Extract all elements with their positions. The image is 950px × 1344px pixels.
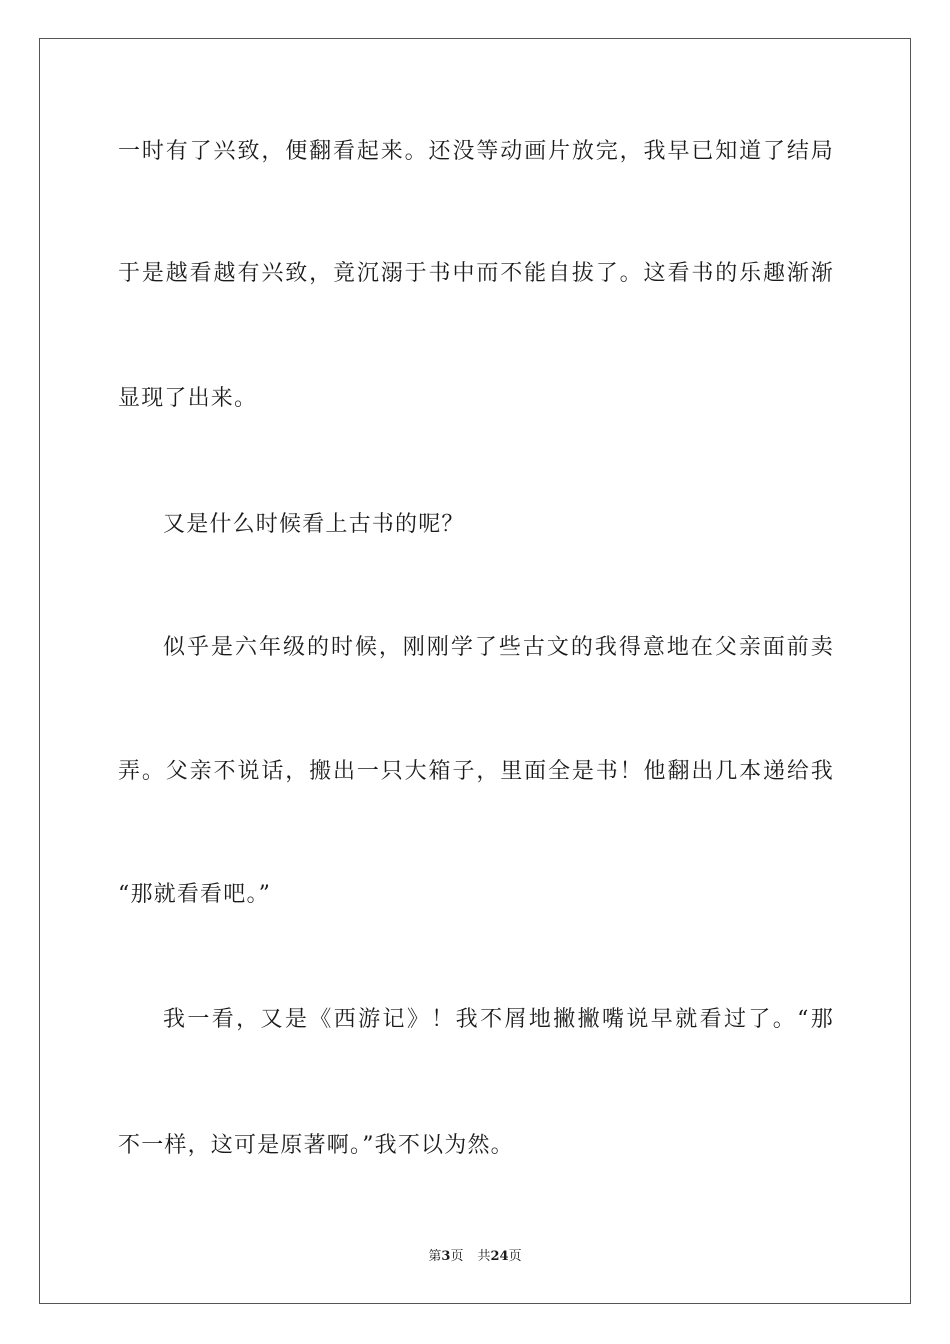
footer-page-unit: 页 — [450, 1249, 464, 1264]
page-border — [39, 38, 911, 1304]
current-page-number: 3 — [441, 1249, 451, 1264]
text-line-1: 一时有了兴致，便翻看起来。还没等动画片放完，我早已知道了结局 — [118, 139, 834, 164]
footer-prefix: 第 — [428, 1249, 442, 1264]
text-line-8: 我一看，又是《西游记》！我不屑地撇撇嘴说早就看过了。“那 — [163, 1007, 834, 1032]
text-line-7: “那就看看吧。” — [118, 882, 272, 907]
text-line-3: 显现了出来。 — [118, 386, 258, 411]
footer-total-unit: 页 — [508, 1249, 522, 1264]
footer-total-prefix: 共 — [477, 1249, 491, 1264]
text-line-9: 不一样，这可是原著啊。”我不以为然。 — [118, 1133, 514, 1158]
text-line-6: 弄。父亲不说话，搬出一只大箱子，里面全是书！他翻出几本递给我 — [118, 759, 834, 784]
page-footer — [0, 1249, 950, 1265]
text-line-5: 似乎是六年级的时候，刚刚学了些古文的我得意地在父亲面前卖 — [163, 635, 834, 660]
text-line-4: 又是什么时候看上古书的呢？ — [163, 512, 465, 537]
total-pages-number: 24 — [490, 1249, 509, 1264]
text-line-2: 于是越看越有兴致，竟沉溺于书中而不能自拔了。这看书的乐趣渐渐 — [118, 261, 834, 286]
